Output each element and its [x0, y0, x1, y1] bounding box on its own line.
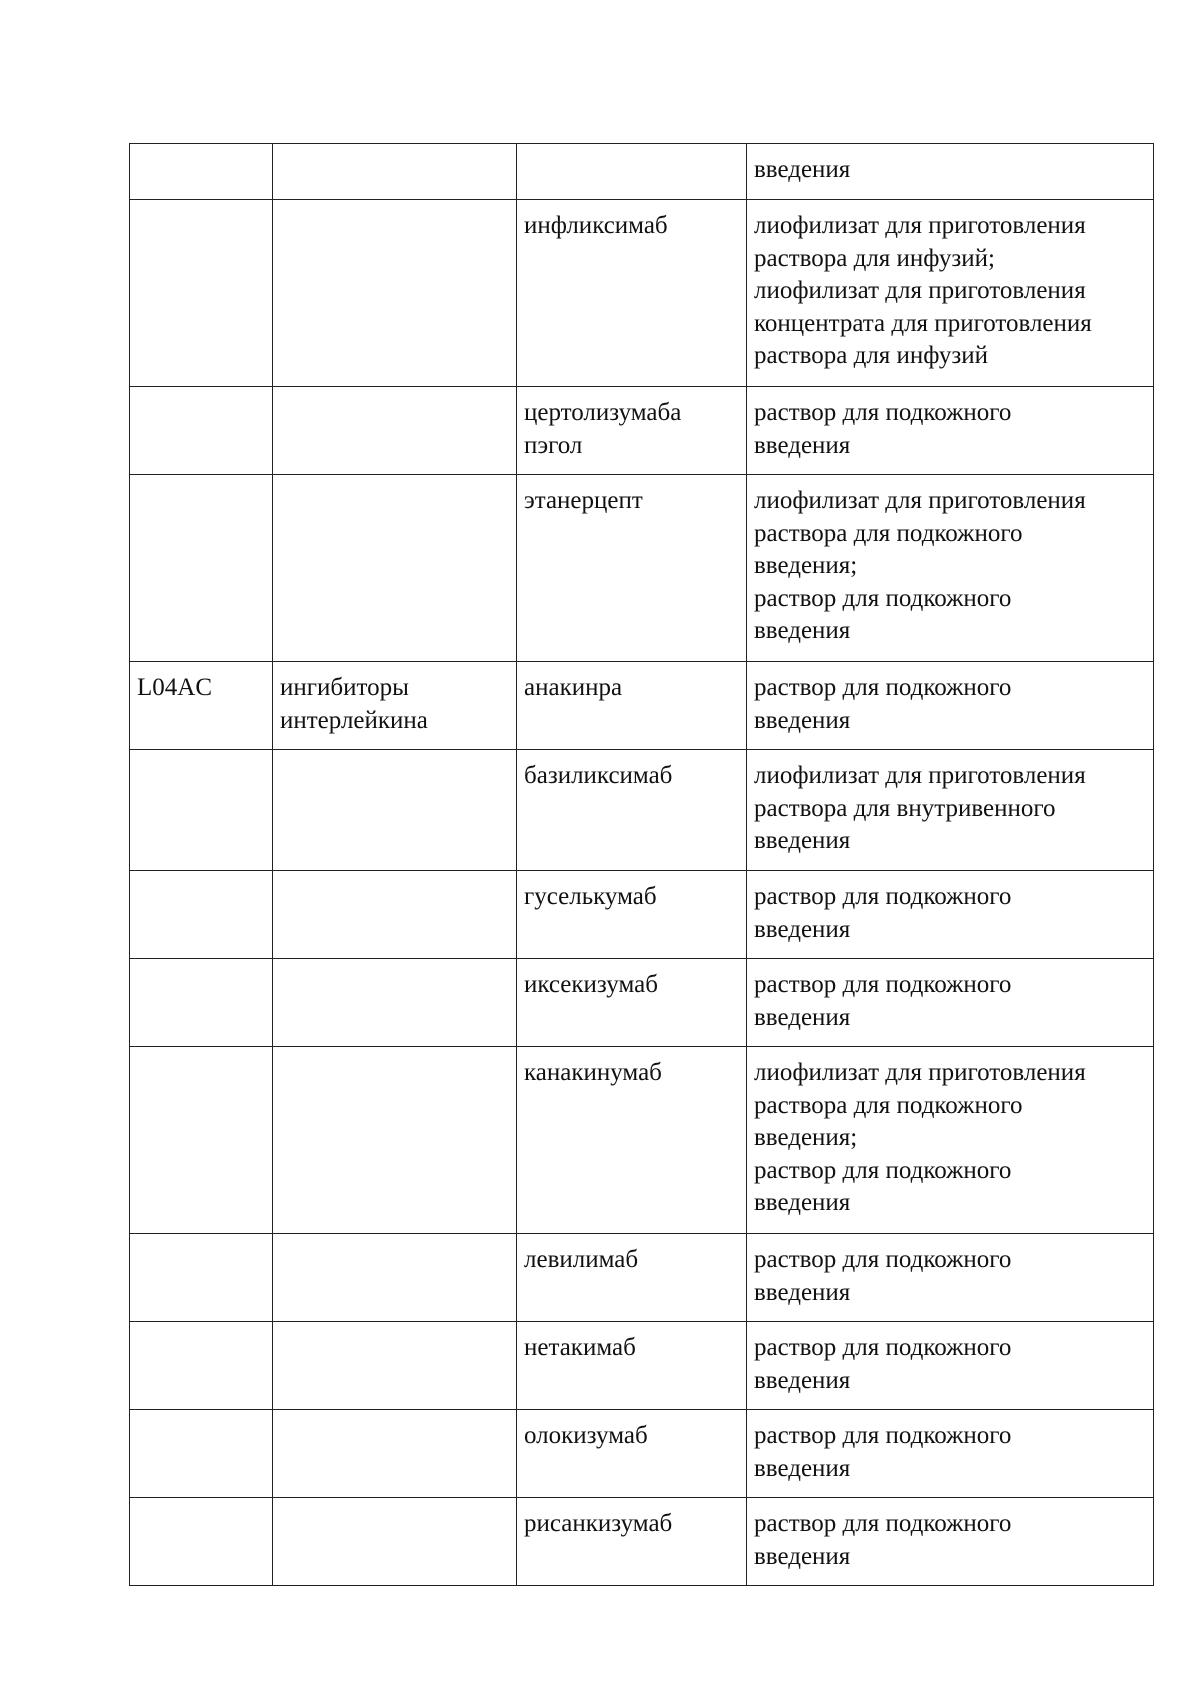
group-cell [273, 475, 517, 662]
dosage-form-line: раствора для инфузий [754, 342, 989, 369]
atc-code-cell [130, 1047, 273, 1234]
drug-name-cell [517, 200, 747, 387]
drug-name-line: рисанкизумаб [524, 1510, 673, 1537]
drug-name-line: цертолизумаба [524, 399, 682, 426]
dosage-form-cell [747, 750, 1154, 871]
drug-name-cell [517, 387, 747, 475]
group-cell [273, 1498, 517, 1586]
dosage-form-cell [747, 662, 1154, 750]
atc-code-cell [130, 1234, 273, 1322]
drug-name-line: иксекизумаб [524, 971, 658, 998]
table-row [130, 1234, 1154, 1322]
dosage-form-cell [747, 1047, 1154, 1234]
dosage-form-line: введения; [754, 1124, 858, 1151]
group-line: интерлейкина [280, 706, 428, 734]
atc-code-cell [130, 1322, 273, 1410]
dosage-form-cell [747, 475, 1154, 662]
dosage-form-line: раствор для подкожного [754, 1246, 1012, 1273]
dosage-form-line: введения [754, 156, 851, 183]
atc-code-cell [130, 1498, 273, 1586]
dosage-form-line: введения [754, 1542, 851, 1570]
dosage-form-line: раствора для подкожного [754, 519, 1023, 547]
drug-name-line: базиликсимаб [524, 762, 673, 789]
dosage-form-line: раствора для подкожного [754, 1091, 1023, 1119]
atc-code-cell [130, 662, 273, 750]
drug-name-line: пэгол [524, 431, 583, 459]
dosage-form-cell [747, 200, 1154, 387]
table-row [130, 1047, 1154, 1234]
table-row [130, 1410, 1154, 1498]
group-cell [273, 1322, 517, 1410]
dosage-form-line: введения [754, 915, 851, 943]
dosage-form-cell [747, 144, 1154, 200]
dosage-form-line: введения [754, 1003, 851, 1031]
table-row [130, 475, 1154, 662]
drug-name-cell [517, 750, 747, 871]
dosage-form-line: введения; [754, 552, 858, 579]
group-cell [273, 959, 517, 1047]
drug-name-line: канакинумаб [524, 1059, 662, 1086]
table-row [130, 750, 1154, 871]
dosage-form-line: введения [754, 431, 851, 459]
dosage-form-line: введения [754, 1454, 851, 1482]
dosage-form-line: раствор для подкожного [754, 1334, 1012, 1361]
dosage-form-line: лиофилизат для приготовления [754, 212, 1086, 239]
drug-name-line: анакинра [524, 674, 623, 701]
dosage-form-line: раствор для подкожного [754, 399, 1012, 426]
table-body [130, 144, 1154, 1586]
dosage-form-line: введения [754, 706, 851, 734]
group-cell [273, 144, 517, 200]
dosage-form-line: концентрата для приготовления [754, 309, 1092, 337]
atc-code-cell [130, 200, 273, 387]
drug-name-cell [517, 144, 747, 200]
dosage-form-line: введения [754, 1189, 851, 1216]
table-row [130, 144, 1154, 200]
group-cell [273, 1410, 517, 1498]
group-cell [273, 871, 517, 959]
dosage-form-line: раствор для подкожного [754, 674, 1012, 701]
drug-name-cell [517, 871, 747, 959]
group-cell [273, 1047, 517, 1234]
table-row [130, 1322, 1154, 1410]
drug-name-cell [517, 959, 747, 1047]
drug-name-cell [517, 1047, 747, 1234]
drug-name-line: нетакимаб [524, 1334, 636, 1361]
dosage-form-cell [747, 1234, 1154, 1322]
dosage-form-line: введения [754, 1278, 851, 1306]
atc-code-cell [130, 959, 273, 1047]
dosage-form-line: введения [754, 827, 851, 854]
atc-code: L04AC [137, 674, 212, 701]
dosage-form-line: раствора для инфузий; [754, 244, 995, 272]
dosage-form-cell [747, 871, 1154, 959]
dosage-form-line: лиофилизат для приготовления [754, 487, 1086, 514]
table-row [130, 959, 1154, 1047]
group-cell [273, 662, 517, 750]
dosage-form-line: раствора для внутривенного [754, 794, 1056, 822]
dosage-form-cell [747, 387, 1154, 475]
dosage-form-line: введения [754, 617, 851, 644]
dosage-form-line: раствор для подкожного [754, 1510, 1012, 1537]
group-cell [273, 750, 517, 871]
dosage-form-cell [747, 959, 1154, 1047]
atc-code-cell [130, 750, 273, 871]
drug-name-cell [517, 1322, 747, 1410]
dosage-form-line: раствор для подкожного [754, 971, 1012, 998]
drug-name-cell [517, 1234, 747, 1322]
atc-code-cell [130, 1410, 273, 1498]
dosage-form-cell [747, 1410, 1154, 1498]
atc-code-cell [130, 144, 273, 200]
dosage-form-line: раствор для подкожного [754, 883, 1012, 910]
group-line: ингибиторы [280, 674, 409, 701]
dosage-form-line: лиофилизат для приготовления [754, 1059, 1086, 1086]
atc-code-cell [130, 871, 273, 959]
dosage-form-line: лиофилизат для приготовления [754, 762, 1086, 789]
group-cell [273, 200, 517, 387]
dosage-form-line: раствор для подкожного [754, 584, 1012, 612]
dosage-form-cell [747, 1322, 1154, 1410]
drug-name-line: этанерцепт [524, 487, 643, 514]
drug-name-cell [517, 1410, 747, 1498]
drug-name-cell [517, 662, 747, 750]
drug-name-line: гуселькумаб [524, 883, 657, 910]
drug-table [129, 143, 1154, 1586]
drug-name-cell [517, 1498, 747, 1586]
table-row [130, 871, 1154, 959]
atc-code-cell [130, 387, 273, 475]
dosage-form-line: лиофилизат для приготовления [754, 277, 1086, 304]
table-row [130, 1498, 1154, 1586]
table-row [130, 200, 1154, 387]
drug-name-line: левилимаб [524, 1246, 639, 1273]
dosage-form-line: введения [754, 1366, 851, 1394]
dosage-form-line: раствор для подкожного [754, 1422, 1012, 1449]
drug-name-cell [517, 475, 747, 662]
atc-code-cell [130, 475, 273, 662]
table-row [130, 387, 1154, 475]
dosage-form-cell [747, 1498, 1154, 1586]
group-cell [273, 387, 517, 475]
drug-name-line: олокизумаб [524, 1422, 648, 1449]
group-cell [273, 1234, 517, 1322]
drug-name-line: инфликсимаб [524, 212, 668, 239]
dosage-form-line: раствор для подкожного [754, 1156, 1012, 1184]
table-row [130, 662, 1154, 750]
